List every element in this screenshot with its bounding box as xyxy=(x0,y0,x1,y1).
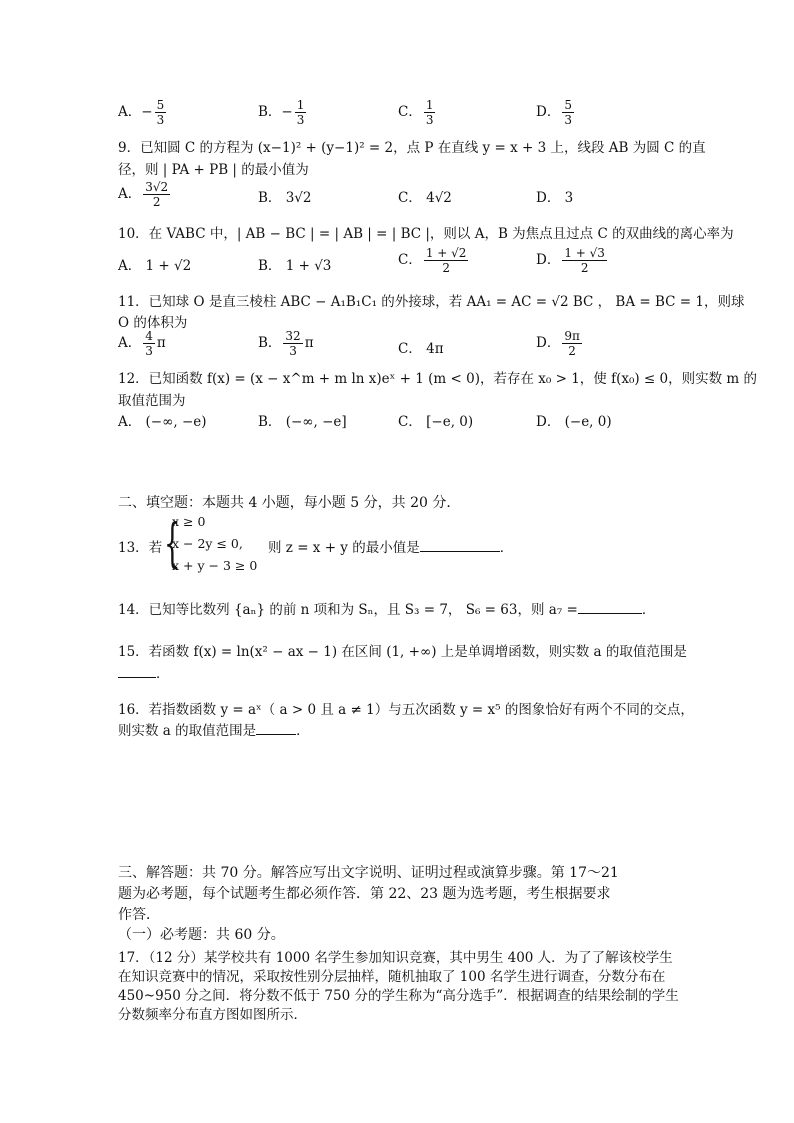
q17-line1: 17．（12 分）某学校共有 1000 名学生参加知识竞赛，其中男生 400 人．为了了解该校学生 xyxy=(118,950,673,966)
q11-option-c: C． 4π xyxy=(398,341,444,357)
q11-stem-line2: O 的体积为 xyxy=(118,315,188,331)
q17-line2: 在知识竞赛中的情况，采取按性别分层抽样，随机抽取了 100 名学生进行调查，分数分布在 xyxy=(118,969,666,985)
q17-line4: 分数频率分布直方图如图所示． xyxy=(118,1007,307,1023)
q15-stem-line2: ． xyxy=(118,662,170,682)
q12-option-b: B． (−∞, −e] xyxy=(258,414,347,430)
q9-option-d: D． 3 xyxy=(536,190,574,206)
q13-suffix: 则 z = x + y 的最小值是 ． xyxy=(268,540,514,556)
q8-options xyxy=(118,98,678,127)
q10-stem-line1: 10．在 VABC 中，| AB − BC | = | AB | = | BC |，则以 A，B 为焦点且过点 C 的双曲线的离心率为 xyxy=(118,226,734,242)
q12-option-a: A． (−∞, −e) xyxy=(118,414,207,430)
q13-row1: x ≥ 0 xyxy=(172,514,206,529)
q16-answer-blank[interactable] xyxy=(256,722,296,735)
q13-answer-blank[interactable] xyxy=(420,539,500,552)
q11-stem-line1: 11．已知球 O 是直三棱柱 ABC − A₁B₁C₁ 的外接球，若 AA₁ = AC = √2 BC ， BA = BC = 1，则球 xyxy=(118,294,745,310)
q11-options xyxy=(118,329,678,358)
q13-prefix: 13．若 xyxy=(118,540,163,556)
q10-option-a: A． 1 + √2 xyxy=(118,258,192,274)
q9-stem-line2: 径，则 | PA + PB | 的最小值为 xyxy=(118,162,309,178)
section3-line2: 题为必考题，每个试题考生都必须作答．第 22、23 题为选考题，考生根据要求 xyxy=(118,886,611,902)
q13-row2: x − 2y ≤ 0, xyxy=(172,536,243,551)
q12-option-d: D． (−e, 0) xyxy=(536,414,612,430)
q15-answer-blank[interactable] xyxy=(118,665,156,678)
q8-option-d: D． $\frac{5}{3}$ xyxy=(536,98,572,127)
q8-option-b: B．− $\frac{1}{3}$ xyxy=(258,98,305,127)
q11-option-a: A． $\frac{4}{3}$ π xyxy=(118,329,166,358)
q16-stem-line2: 则实数 a 的取值范围是 ． xyxy=(118,723,310,739)
q13-row3: x + y − 3 ≥ 0 xyxy=(172,558,258,573)
subsection-required: （一）必考题：共 60 分。 xyxy=(118,927,285,943)
section2-heading: 二、填空题：本题共 4 小题，每小题 5 分，共 20 分． xyxy=(118,495,461,511)
q9-option-b: B． 3√2 xyxy=(258,190,312,206)
q16-stem-line1: 16．若指数函数 y = aˣ（ a > 0 且 a ≠ 1）与五次函数 y = x⁵ 的图象恰好有两个不同的交点， xyxy=(118,702,694,718)
q9-option-a: A． $\frac{3√2}{2}$ xyxy=(118,180,169,209)
q12-options xyxy=(118,410,678,434)
q10-options xyxy=(118,246,678,275)
q14: 14．已知等比数列 {aₙ} 的前 n 项和为 Sₙ，且 S₃ = 7， S₆ = 63，则 a₇ = ． xyxy=(118,602,656,618)
q12-stem-line2: 取值范围为 xyxy=(118,393,186,409)
q10-option-b: B． 1 + √3 xyxy=(258,258,332,274)
q12-stem-line1: 12．已知函数 f(x) = (x − x^m + m ln x)eˣ + 1 (m < 0)，若存在 x₀ > 1，使 f(x₀) ≤ 0，则实数 m 的 xyxy=(118,371,757,387)
section3-line3: 作答． xyxy=(118,907,160,923)
q12-option-c: C． [−e, 0) xyxy=(398,414,474,430)
q11-option-d: D． $\frac{9\pi}{2}$ xyxy=(536,329,580,358)
q9-options xyxy=(118,180,678,209)
q14-answer-blank[interactable] xyxy=(578,601,642,614)
q9-stem-line1: 9．已知圆 C 的方程为 (x−1)² + (y−1)² = 2，点 P 在直线 y = x + 3 上，线段 AB 为圆 C 的直 xyxy=(118,140,706,156)
q8-option-c: C． $\frac{1}{3}$ xyxy=(398,98,434,127)
q10-option-d: D． $\frac{1 + √3}{2}$ xyxy=(536,246,605,275)
q11-option-b: B． $\frac{32}{3}$ π xyxy=(258,329,314,358)
section3-line1: 三、解答题：共 70 分。解答应写出文字说明、证明过程或演算步骤。第 17～21 xyxy=(118,865,619,881)
q9-option-c: C． 4√2 xyxy=(398,190,452,206)
q15-stem-line1: 15．若函数 f(x) = ln(x² − ax − 1) 在区间 (1, +∞) 上是单调增函数，则实数 a 的取值范围是 xyxy=(118,644,687,660)
q17-line3: 450~950 分之间．将分数不低于 750 分的学生称为“高分选手”．根据调查的结果绘制的学生 xyxy=(118,988,679,1004)
q10-option-c: C． $\frac{1 + √2}{2}$ xyxy=(398,246,467,275)
q13-brace: { xyxy=(164,514,181,574)
q8-option-a: A．− $\frac{5}{3}$ xyxy=(118,98,165,127)
